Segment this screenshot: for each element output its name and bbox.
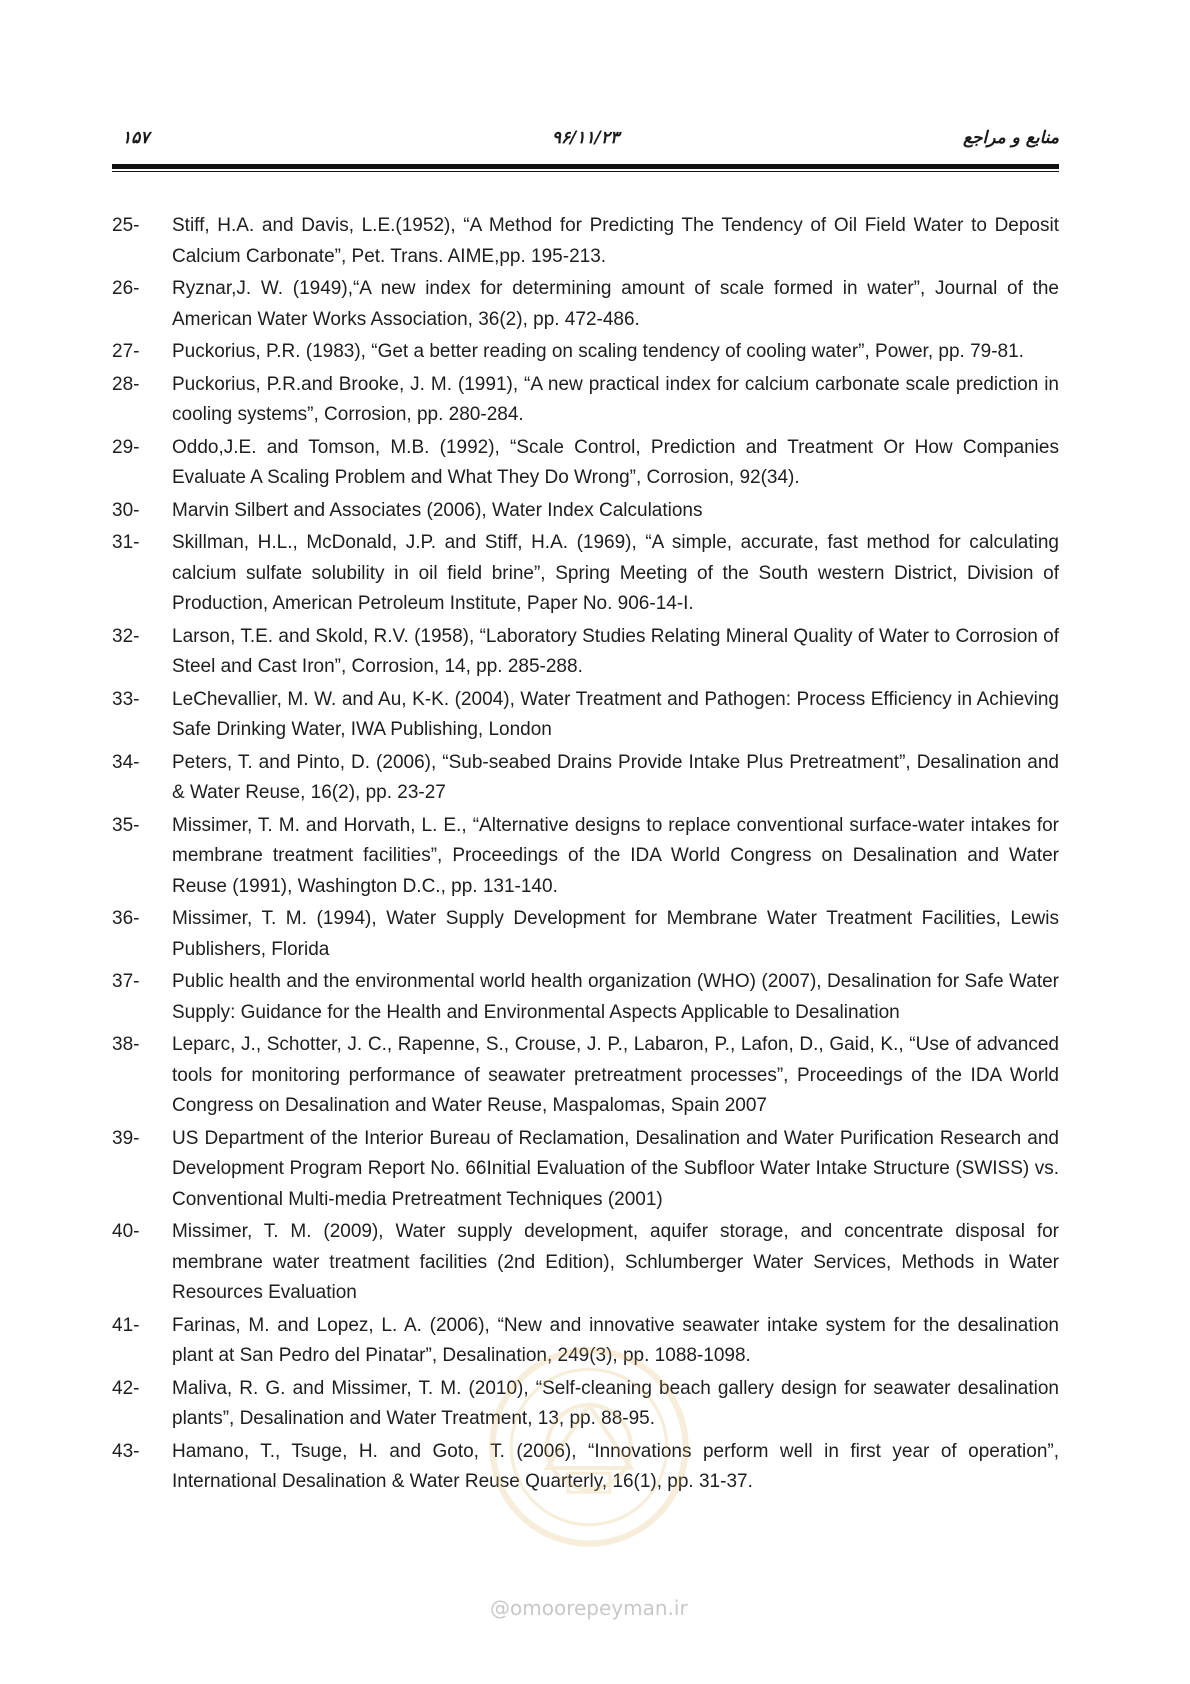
reference-text: Ryznar,J. W. (1949),“A new index for determining amount of scale formed in water”, Journal of the American Water Works Association, 36(2), pp. 472-486. — [172, 278, 1059, 330]
header-title: منابع و مراجع — [962, 128, 1059, 148]
reference-text: Peters, T. and Pinto, D. (2006), “Sub-seabed Drains Provide Intake Plus Pretreatment”, Desalination and & Water Reuse, 16(2), pp. 23-27 — [172, 751, 1059, 803]
reference-item — [112, 211, 1059, 272]
reference-number: 31- — [112, 532, 140, 553]
reference-text: Leparc, J., Schotter, J. C., Rapenne, S., Crouse, J. P., Labaron, P., Lafon, D., Gaid, K., “Use of advanced tools for monitoring performance of seawater pretreatment processes”, Proceedings of the IDA World Congress on Desalination and Water Reuse, Maspalomas, Spain 2007 — [172, 1034, 1059, 1116]
reference-text: LeChevallier, M. W. and Au, K-K. (2004), Water Treatment and Pathogen: Process Efficiency in Achieving Safe Drinking Water, IWA Publishing, London — [172, 688, 1059, 740]
reference-text: Puckorius, P.R.and Brooke, J. M. (1991), “A new practical index for calcium carbonate scale prediction in cooling systems”, Corrosion, pp. 280-284. — [172, 373, 1059, 425]
reference-text: Missimer, T. M. (1994), Water Supply Development for Membrane Water Treatment Facilities, Lewis Publishers, Florida — [172, 908, 1059, 960]
site-watermark — [490, 1596, 688, 1620]
reference-item — [112, 622, 1059, 683]
header-rule-thin — [112, 171, 1059, 172]
watermark-text: omoorepeyman.ir — [510, 1596, 688, 1620]
reference-item — [112, 528, 1059, 620]
at-sign-icon: @ — [490, 1596, 510, 1620]
reference-number: 35- — [112, 814, 140, 836]
reference-number: 32- — [112, 625, 140, 647]
reference-number: 39- — [112, 1127, 140, 1149]
reference-item — [112, 496, 1059, 527]
reference-text: Maliva, R. G. and Missimer, T. M. (2010), “Self-cleaning beach gallery design for seawater desalination plants”, Desalination and Water Treatment, 13, pp. 88-95. — [172, 1377, 1059, 1429]
reference-item — [112, 685, 1059, 746]
reference-number: 41- — [112, 1314, 140, 1336]
reference-item — [112, 1030, 1059, 1122]
header-rule-thick — [112, 164, 1059, 169]
reference-number: 36- — [112, 908, 140, 929]
reference-number: 28- — [112, 373, 140, 395]
reference-item — [112, 1124, 1059, 1216]
reference-number: 43- — [112, 1440, 140, 1462]
reference-number: 25- — [112, 215, 140, 236]
reference-text: Missimer, T. M. (2009), Water supply development, aquifer storage, and concentrate disposal for membrane water treatment facilities (2nd Edition), Schlumberger Water Services, Methods in Water Resources Evaluation — [172, 1221, 1059, 1303]
reference-text: Oddo,J.E. and Tomson, M.B. (1992), “Scale Control, Prediction and Treatment Or How Companies Evaluate A Scaling Problem and What They Do Wrong”, Corrosion, 92(34). — [172, 436, 1059, 488]
reference-number: 33- — [112, 688, 140, 710]
reference-item — [112, 811, 1059, 903]
reference-item — [112, 967, 1059, 1028]
page-header — [112, 128, 1059, 154]
reference-number: 30- — [112, 499, 140, 521]
reference-number: 38- — [112, 1034, 140, 1055]
reference-item — [112, 433, 1059, 494]
reference-item — [112, 748, 1059, 809]
reference-text: Puckorius, P.R. (1983), “Get a better reading on scaling tendency of cooling water”, Power, pp. 79-81. — [172, 341, 1024, 362]
reference-text: Larson, T.E. and Skold, R.V. (1958), “Laboratory Studies Relating Mineral Quality of Water to Corrosion of Steel and Cast Iron”, Corrosion, 14, pp. 285-288. — [172, 625, 1059, 677]
reference-text: Skillman, H.L., McDonald, J.P. and Stiff, H.A. (1969), “A simple, accurate, fast method for calculating calcium sulfate solubility in oil field brine”, Spring Meeting of the South western District, Division of Production, American Petroleum Institute, Paper No. 906-14-I. — [172, 532, 1059, 614]
reference-item — [112, 337, 1059, 368]
reference-number: 34- — [112, 751, 140, 773]
reference-text: US Department of the Interior Bureau of Reclamation, Desalination and Water Purification Research and Development Program Report No. 66Initial Evaluation of the Subfloor Water Intake Structure (SWISS) vs. Conventional Multi-media Pretreatment Techniques (2001) — [172, 1127, 1059, 1210]
header-date: ۹۶/۱۱/۲۳ — [551, 128, 620, 148]
emblem-seal-icon — [484, 1342, 694, 1552]
reference-list — [112, 211, 1059, 1500]
reference-text: Stiff, H.A. and Davis, L.E.(1952), “A Method for Predicting The Tendency of Oil Field Water to Deposit Calcium Carbonate”, Pet. Trans. AIME,pp. 195-213. — [172, 215, 1059, 267]
reference-item — [112, 370, 1059, 431]
reference-text: Marvin Silbert and Associates (2006), Water Index Calculations — [172, 499, 703, 521]
reference-number: 26- — [112, 278, 140, 299]
reference-text: Missimer, T. M. and Horvath, L. E., “Alternative designs to replace conventional surface-water intakes for membrane treatment facilities”, Proceedings of the IDA World Congress on Desalination and Water Reuse (1991), Washington D.C., pp. 131-140. — [172, 814, 1059, 897]
reference-number: 40- — [112, 1221, 140, 1242]
reference-text: Farinas, M. and Lopez, L. A. (2006), “New and innovative seawater intake system for the desalination plant at San Pedro del Pinatar”, Desalination, 249(3), pp. 1088-1098. — [172, 1314, 1059, 1366]
reference-item — [112, 274, 1059, 335]
page-number: ۱۵۷ — [122, 128, 150, 148]
reference-item — [112, 1217, 1059, 1309]
reference-number: 42- — [112, 1377, 140, 1399]
reference-item — [112, 904, 1059, 965]
reference-number: 29- — [112, 436, 140, 458]
reference-text: Hamano, T., Tsuge, H. and Goto, T. (2006), “Innovations perform well in first year of operation”, International Desalination & Water Reuse Quarterly, 16(1), pp. 31-37. — [172, 1440, 1059, 1492]
reference-number: 37- — [112, 971, 140, 992]
reference-number: 27- — [112, 341, 140, 362]
reference-text: Public health and the environmental world health organization (WHO) (2007), Desalination for Safe Water Supply: Guidance for the Health and Environmental Aspects Applicable to Desalination — [172, 971, 1059, 1023]
